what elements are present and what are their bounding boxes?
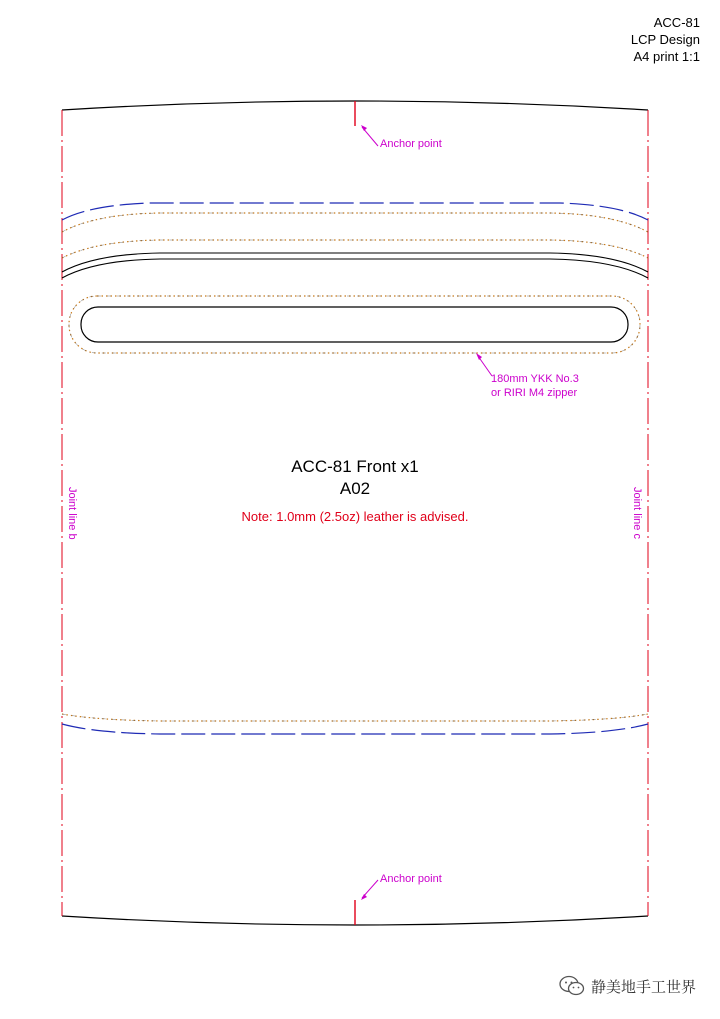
stitch-line-top-1 [62,213,648,232]
fold-line-top [62,203,648,220]
stitch-line-top-2 [62,240,648,258]
edge-line-2 [62,259,648,278]
anchor-label-bottom: Anchor point [380,873,442,885]
piece-title: ACC-81 Front x1 [291,457,419,476]
piece-note: Note: 1.0mm (2.5oz) leather is advised. [241,509,469,524]
print-note: A4 print 1:1 [633,49,700,64]
fold-line-bottom [62,724,648,734]
zipper-label-line2: or RIRI M4 zipper [491,387,578,399]
zipper-stitch-outline [69,296,640,353]
edge-line-1 [62,253,648,272]
joint-label-right: Joint line c [631,487,643,539]
watermark [559,975,696,997]
header-block [631,14,700,65]
zipper-label-line1: 180mm YKK No.3 [491,373,579,385]
joint-label-left: Joint line b [66,487,78,540]
wechat-icon [559,975,585,997]
stitch-line-bottom [62,714,648,721]
watermark-text: 静美地手工世界 [590,978,696,996]
designer-name: LCP Design [630,32,700,47]
piece-code: A02 [339,479,371,498]
anchor-label-top: Anchor point [380,138,442,150]
pattern-code: ACC-81 [653,15,700,30]
piece-title-block [200,456,510,526]
zipper-slot [81,307,628,342]
